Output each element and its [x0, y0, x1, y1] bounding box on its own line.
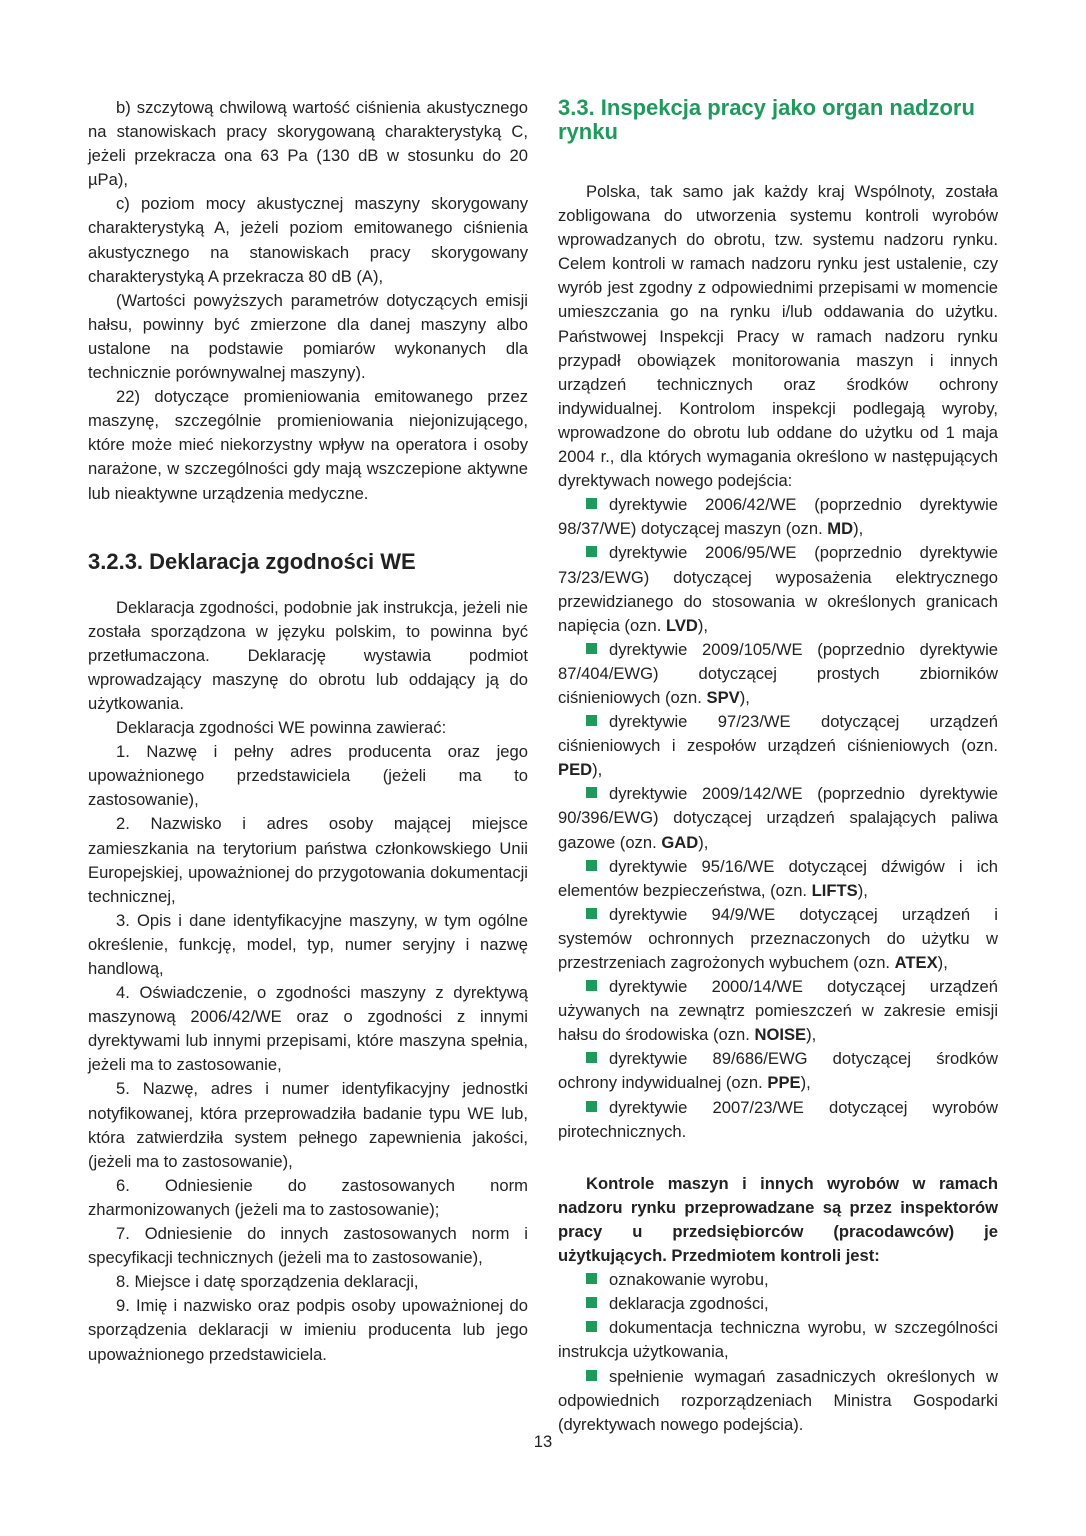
directive-code: LIFTS [811, 880, 858, 900]
bold-paragraph: Kontrole maszyn i innych wyrobów w ramach nadzoru rynku przeprowadzane są przez inspektorów pracy u przedsiębiorców (pracodawców) je użytkujących. Przedmiotem kontroli jest: [558, 1173, 998, 1266]
square-bullet-icon [586, 1370, 597, 1381]
directive-item: dyrektywie 2000/14/WE dotyczącej urządzeń używanych na zewnątrz pomieszczeń w zakresie emisji hałsu do środowiska (ozn. NOISE), [558, 977, 998, 1045]
square-bullet-icon [586, 980, 597, 991]
directive-item: dyrektywie 2007/23/WE dotyczącej wyrobów pirotechnicznych. [558, 1097, 998, 1141]
paragraph: Deklaracja zgodności WE powinna zawierać: [116, 718, 447, 738]
list-item: 9. Imię i nazwisko oraz podpis osoby upoważnionej do sporządzenia deklaracji w imieniu producenta lub jego upoważnionego przedstawiciela. [88, 1296, 528, 1364]
directive-code: MD [827, 519, 854, 539]
paragraph: c) poziom mocy akustycznej maszyny skorygowany charakterystyką A, jeżeli poziom emitowanego ciśnienia akustycznego na stanowiskach pracy skorygowany charakterystyką A przekracza 80 dB (A), [88, 194, 528, 286]
directive-code: SPV [706, 687, 740, 707]
right-column [558, 96, 998, 1437]
directive-code: GAD [661, 832, 699, 852]
square-bullet-icon [586, 860, 597, 871]
square-bullet-icon [586, 643, 597, 654]
list-item: 1. Nazwę i pełny adres producenta oraz jego upoważnionego przedstawiciela (jeżeli ma to zastosowanie), [88, 742, 528, 810]
paragraph: b) szczytową chwilową wartość ciśnienia akustycznego na stanowiskach pracy skorygowaną charakterystyką C, jeżeli przekracza ona 63 Pa (130 dB w stosunku do 20 µPa), [88, 98, 528, 190]
paragraph: Deklaracja zgodności, podobnie jak instrukcja, jeżeli nie została sporządzona w języku polskim, to powinna być przetłumaczona. Deklarację wystawia podmiot wprowadzający maszynę do obrotu lub oddający ją do użytkowania. [88, 597, 528, 713]
directive-item: dyrektywie 89/686/EWG dotyczącej środków ochrony indywidualnej (ozn. PPE), [558, 1049, 998, 1093]
directive-code: NOISE [754, 1025, 807, 1045]
paragraph: (Wartości powyższych parametrów dotyczących emisji hałsu, powinny być zmierzone dla danej maszyny albo ustalone na podstawie pomiarów wykonanych dla technicznie porównywalnej maszyny). [88, 290, 528, 383]
square-bullet-icon [586, 908, 597, 919]
section-heading-3-2-3: 3.2.3. Deklaracja zgodności WE [88, 548, 416, 574]
left-column [88, 96, 528, 1367]
directive-item: dyrektywie 94/9/WE dotyczącej urządzeń i systemów ochronnych przeznaczonych do użytku w przestrzeniach zagrożonych wybuchem (ozn. ATEX), [558, 904, 998, 972]
square-bullet-icon [586, 1052, 597, 1063]
square-bullet-icon [586, 715, 597, 726]
square-bullet-icon [586, 1101, 597, 1112]
square-bullet-icon [586, 1297, 597, 1308]
check-item: spełnienie wymagań zasadniczych określonych w odpowiednich rozporządzeniach Ministra Gospodarki (dyrektywach nowego podejścia). [558, 1366, 998, 1434]
directive-item: dyrektywie 97/23/WE dotyczącej urządzeń ciśnieniowych i zespołów urządzeń ciśnieniowych (ozn. PED), [558, 712, 998, 780]
check-list [558, 1268, 998, 1437]
square-bullet-icon [586, 1273, 597, 1284]
square-bullet-icon [586, 498, 597, 509]
directive-item: dyrektywie 95/16/WE dotyczącej dźwigów i ich elementów bezpieczeństwa, (ozn. LIFTS), [558, 856, 998, 900]
directive-item: dyrektywie 2006/42/WE (poprzednio dyrektywie 98/37/WE) dotyczącej maszyn (ozn. MD), [558, 495, 998, 539]
paragraph: Polska, tak samo jak każdy kraj Wspólnoty, została zobligowana do utworzenia systemu kontroli wyrobów wprowadzanych do obrotu, tzw. systemu nadzoru rynku. Celem kontroli w ramach nadzoru rynku jest ustalenie, czy wyrób jest zgodny z odpowiednimi przepisami w momencie umieszczania go na rynku i/lub oddawania do użytku. Państwowej Inspekcji Pracy w ramach nadzoru rynku przypadł obowiązek monitorowania maszyn i innych urządzeń technicznych oraz środków ochrony indywidualnej. Kontrolom inspekcji podlegają wyroby, wprowadzone do obrotu lub oddane do użytku od 1 maja 2004 r., dla których wymagania określono w następujących dyrektywach nowego podejścia: [558, 182, 998, 491]
square-bullet-icon [586, 546, 597, 557]
list-item: 3. Opis i dane identyfikacyjne maszyny, w tym ogólne określenie, funkcję, model, typ, numer seryjny i nazwę handlową, [88, 910, 528, 978]
section-heading-3-3: 3.3. Inspekcja pracy jako organ nadzoru rynku [558, 95, 975, 144]
list-item: 2. Nazwisko i adres osoby mającej miejsce zamieszkania na terytorium państwa członkowskiego Unii Europejskiej, upoważnionej do przygotowania dokumentacji technicznej, [88, 814, 528, 906]
directive-code: ATEX [894, 953, 938, 972]
check-item: oznakowanie wyrobu, [558, 1268, 998, 1292]
list-item: 6. Odniesienie do zastosowanych norm zharmonizowanych (jeżeli ma to zastosowanie); [88, 1175, 528, 1219]
directive-code: PPE [767, 1073, 801, 1093]
directive-list [558, 493, 998, 1144]
square-bullet-icon [586, 787, 597, 798]
list-item: 8. Miejsce i datę sporządzenia deklaracji, [116, 1272, 419, 1292]
list-item: 4. Oświadczenie, o zgodności maszyny z dyrektywą maszynową 2006/42/WE oraz o zgodności z innymi dyrektywami lub innymi przepisami, które maszyna spełnia, jeżeli ma to zastosowanie, [88, 983, 528, 1075]
directive-code: LVD [665, 615, 698, 635]
paragraph: 22) dotyczące promieniowania emitowanego przez maszynę, szczególnie promieniowania niejonizującego, które może mieć niekorzystny wpływ na operatora i osoby narażone, w szczególności gdy mają wszczepione aktywne lub nieaktywne urządzenia medyczne. [88, 387, 528, 503]
directive-item: dyrektywie 2006/95/WE (poprzednio dyrektywie 73/23/EWG) dotyczącej wyposażenia elektrycznego przewidzianego do stosowania w określonych granicach napięcia (ozn. LVD), [558, 543, 998, 635]
list-item: 5. Nazwę, adres i numer identyfikacyjny jednostki notyfikowanej, która przeprowadziła badanie typu WE lub, która zatwierdziła system pełnego zapewnienia jakości,(jeżeli ma to zastosowanie), [88, 1079, 528, 1171]
list-item: 7. Odniesienie do innych zastosowanych norm i specyfikacji technicznych (jeżeli ma to zastosowanie), [88, 1224, 528, 1268]
directive-item: dyrektywie 2009/105/WE (poprzednio dyrektywie 87/404/EWG) dotyczącej prostych zbiorników ciśnieniowych (ozn. SPV), [558, 639, 998, 707]
square-bullet-icon [586, 1321, 597, 1332]
check-item: dokumentacja techniczna wyrobu, w szczególności instrukcja użytkowania, [558, 1318, 998, 1362]
directive-item: dyrektywie 2009/142/WE (poprzednio dyrektywie 90/396/EWG) dotyczącej urządzeń spalających paliwa gazowe (ozn. GAD), [558, 784, 998, 852]
directive-code: PED [558, 760, 593, 780]
page-number: 13 [533, 1432, 553, 1451]
check-item: deklaracja zgodności, [558, 1292, 998, 1316]
